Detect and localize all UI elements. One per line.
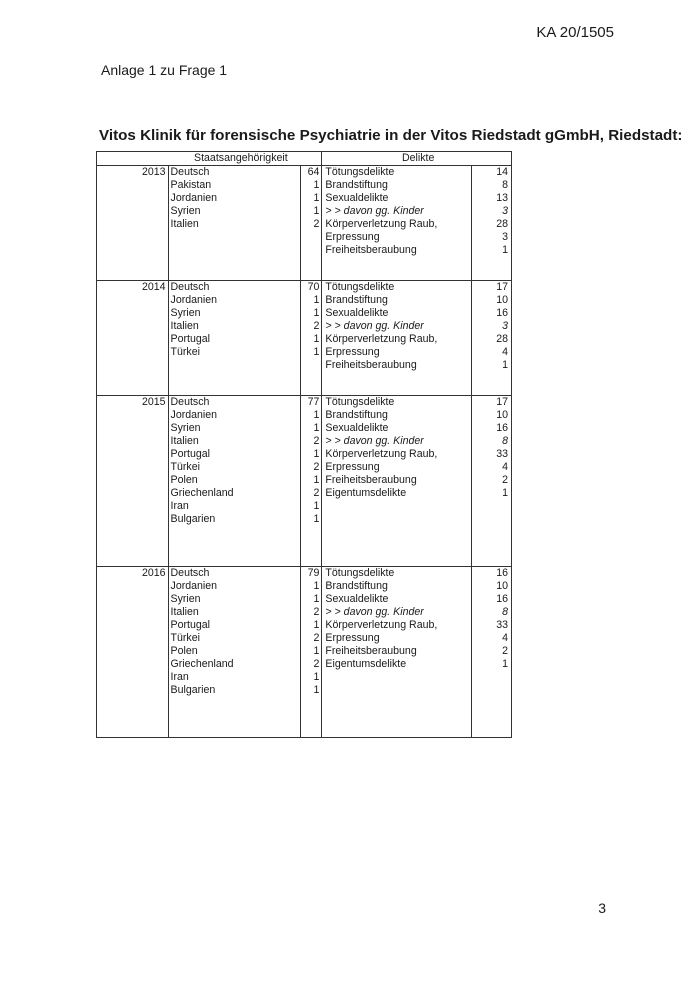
table-header-row bbox=[97, 152, 512, 166]
offense-count-list bbox=[471, 567, 511, 738]
offense-count: 16 bbox=[496, 593, 508, 605]
offense-name: Sexualdelikte bbox=[325, 422, 389, 434]
offense-count-list bbox=[471, 281, 511, 396]
nationality-name: Jordanien bbox=[170, 294, 218, 306]
offense-name: Körperverletzung Raub, bbox=[325, 333, 438, 345]
offense-name: Tötungsdelikte bbox=[325, 166, 395, 178]
nationality-name: Portugal bbox=[170, 448, 210, 460]
nationality-count: 2 bbox=[313, 487, 320, 499]
nationality-list bbox=[168, 166, 301, 281]
nationality-name: Portugal bbox=[170, 619, 210, 631]
nationality-name: Deutsch bbox=[170, 396, 210, 408]
nationality-name: Italien bbox=[170, 320, 199, 332]
nationality-count: 1 bbox=[313, 422, 320, 434]
offense-name: Erpressung bbox=[325, 461, 380, 473]
nationality-count-list bbox=[301, 396, 322, 567]
offense-count: 8 bbox=[502, 435, 508, 447]
nationality-name: Türkei bbox=[170, 632, 200, 644]
offense-count: 1 bbox=[502, 487, 508, 499]
offense-list bbox=[322, 281, 471, 396]
nationality-name: Türkei bbox=[170, 461, 200, 473]
nationality-count: 1 bbox=[313, 346, 320, 358]
offense-count: 17 bbox=[496, 396, 508, 408]
offense-count-list bbox=[471, 166, 511, 281]
nationality-count: 1 bbox=[313, 179, 320, 191]
offense-name: > > davon gg. Kinder bbox=[325, 435, 424, 447]
nationality-count: 1 bbox=[313, 333, 320, 345]
offense-name: > > davon gg. Kinder bbox=[325, 606, 424, 618]
nationality-name: Deutsch bbox=[170, 567, 210, 579]
nationality-count-list bbox=[301, 166, 322, 281]
offense-name: Tötungsdelikte bbox=[325, 567, 395, 579]
offense-count: 16 bbox=[496, 307, 508, 319]
nationality-count: 1 bbox=[313, 671, 320, 683]
offense-count: 3 bbox=[502, 320, 508, 332]
nationality-count: 1 bbox=[313, 192, 320, 204]
nationality-count: 70 bbox=[307, 281, 320, 293]
nationality-name: Italien bbox=[170, 435, 199, 447]
offense-name: Sexualdelikte bbox=[325, 192, 389, 204]
offense-count-list bbox=[471, 396, 511, 567]
nationality-count: 1 bbox=[313, 448, 320, 460]
nationality-name: Pakistan bbox=[170, 179, 212, 191]
nationality-name: Italien bbox=[170, 218, 199, 230]
offense-count: 10 bbox=[496, 409, 508, 421]
nationality-count: 77 bbox=[307, 396, 320, 408]
offense-count: 4 bbox=[502, 632, 508, 644]
offense-count: 8 bbox=[502, 606, 508, 618]
table-row bbox=[97, 396, 512, 567]
offense-count: 1 bbox=[502, 658, 508, 670]
nationality-count: 1 bbox=[313, 294, 320, 306]
nationality-name: Syrien bbox=[170, 205, 201, 217]
nationality-name: Bulgarien bbox=[170, 513, 216, 525]
page-number: 3 bbox=[598, 900, 606, 916]
nationality-name: Polen bbox=[170, 645, 198, 657]
nationality-count: 2 bbox=[313, 320, 320, 332]
nationality-name: Iran bbox=[170, 500, 189, 512]
nationality-count: 1 bbox=[313, 500, 320, 512]
year-cell: 2016 bbox=[97, 567, 169, 738]
nationality-count: 1 bbox=[313, 619, 320, 631]
offense-name: Brandstiftung bbox=[325, 179, 388, 191]
offense-name: Körperverletzung Raub, bbox=[325, 619, 438, 631]
nationality-name: Bulgarien bbox=[170, 684, 216, 696]
offense-name: Brandstiftung bbox=[325, 294, 388, 306]
nationality-list bbox=[168, 281, 301, 396]
attachment-label: Anlage 1 zu Frage 1 bbox=[101, 62, 228, 78]
nationality-name: Italien bbox=[170, 606, 199, 618]
offense-count: 4 bbox=[502, 461, 508, 473]
offense-name: > > davon gg. Kinder bbox=[325, 205, 424, 217]
header-nationality: Staatsangehörigkeit bbox=[168, 152, 322, 166]
offense-name: Tötungsdelikte bbox=[325, 281, 395, 293]
table-row bbox=[97, 281, 512, 396]
offense-list bbox=[322, 567, 471, 738]
offense-name: Brandstiftung bbox=[325, 409, 388, 421]
offense-name: Erpressung bbox=[325, 632, 380, 644]
nationality-list bbox=[168, 396, 301, 567]
nationality-name: Deutsch bbox=[170, 281, 210, 293]
offense-name: Freiheitsberaubung bbox=[325, 474, 417, 486]
offense-list bbox=[322, 166, 471, 281]
nationality-count-list bbox=[301, 567, 322, 738]
nationality-count: 1 bbox=[313, 645, 320, 657]
header-offenses: Delikte bbox=[322, 152, 512, 166]
year-cell: 2013 bbox=[97, 166, 169, 281]
nationality-name: Syrien bbox=[170, 422, 201, 434]
offense-count: 10 bbox=[496, 580, 508, 592]
nationality-count: 2 bbox=[313, 606, 320, 618]
nationality-count: 1 bbox=[313, 684, 320, 696]
nationality-list bbox=[168, 567, 301, 738]
offense-name: Erpressung bbox=[325, 346, 380, 358]
document-reference: KA 20/1505 bbox=[536, 24, 614, 41]
table-row bbox=[97, 166, 512, 281]
offense-name: Eigentumsdelikte bbox=[325, 658, 407, 670]
nationality-count-list bbox=[301, 281, 322, 396]
offense-count: 1 bbox=[502, 244, 508, 256]
nationality-count: 1 bbox=[313, 307, 320, 319]
offense-name: Freiheitsberaubung bbox=[325, 244, 417, 256]
nationality-count: 2 bbox=[313, 658, 320, 670]
nationality-count: 79 bbox=[307, 567, 320, 579]
offense-name: Freiheitsberaubung bbox=[325, 645, 417, 657]
offense-count: 8 bbox=[502, 179, 508, 191]
offense-name: Brandstiftung bbox=[325, 580, 388, 592]
year-cell: 2014 bbox=[97, 281, 169, 396]
offense-count: 10 bbox=[496, 294, 508, 306]
offense-count: 16 bbox=[496, 567, 508, 579]
offense-count: 2 bbox=[502, 474, 508, 486]
offense-name: Sexualdelikte bbox=[325, 307, 389, 319]
offense-count: 2 bbox=[502, 645, 508, 657]
offense-count: 16 bbox=[496, 422, 508, 434]
nationality-name: Jordanien bbox=[170, 192, 218, 204]
header-year-cell bbox=[97, 152, 169, 166]
offense-count: 28 bbox=[496, 333, 508, 345]
offense-name: Eigentumsdelikte bbox=[325, 487, 407, 499]
nationality-name: Deutsch bbox=[170, 166, 210, 178]
offense-name: Körperverletzung Raub, bbox=[325, 448, 438, 460]
nationality-name: Türkei bbox=[170, 346, 200, 358]
nationality-name: Portugal bbox=[170, 333, 210, 345]
nationality-name: Iran bbox=[170, 671, 189, 683]
offense-count: 3 bbox=[502, 205, 508, 217]
nationality-name: Jordanien bbox=[170, 580, 218, 592]
nationality-name: Syrien bbox=[170, 307, 201, 319]
offense-count: 33 bbox=[496, 448, 508, 460]
offense-name: Erpressung bbox=[325, 231, 380, 243]
offense-count: 14 bbox=[496, 166, 508, 178]
nationality-name: Polen bbox=[170, 474, 198, 486]
nationality-name: Griechenland bbox=[170, 487, 234, 499]
nationality-count: 1 bbox=[313, 409, 320, 421]
nationality-count: 2 bbox=[313, 461, 320, 473]
nationality-name: Jordanien bbox=[170, 409, 218, 421]
year-cell: 2015 bbox=[97, 396, 169, 567]
offense-count: 17 bbox=[496, 281, 508, 293]
offense-count: 3 bbox=[502, 231, 508, 243]
nationality-name: Griechenland bbox=[170, 658, 234, 670]
offense-count: 33 bbox=[496, 619, 508, 631]
offense-count: 4 bbox=[502, 346, 508, 358]
offense-list bbox=[322, 396, 471, 567]
offense-name: Tötungsdelikte bbox=[325, 396, 395, 408]
page-title: Vitos Klinik für forensische Psychiatrie in der Vitos Riedstadt gGmbH, Riedstadt: bbox=[99, 127, 683, 144]
nationality-count: 64 bbox=[307, 166, 320, 178]
statistics-table bbox=[96, 151, 512, 738]
nationality-name: Syrien bbox=[170, 593, 201, 605]
nationality-count: 1 bbox=[313, 593, 320, 605]
table-body bbox=[97, 166, 512, 738]
offense-name: Freiheitsberaubung bbox=[325, 359, 417, 371]
nationality-count: 1 bbox=[313, 474, 320, 486]
offense-name: > > davon gg. Kinder bbox=[325, 320, 424, 332]
offense-count: 13 bbox=[496, 192, 508, 204]
nationality-count: 2 bbox=[313, 218, 320, 230]
offense-count: 28 bbox=[496, 218, 508, 230]
nationality-count: 1 bbox=[313, 205, 320, 217]
nationality-count: 1 bbox=[313, 580, 320, 592]
table-row bbox=[97, 567, 512, 738]
offense-name: Körperverletzung Raub, bbox=[325, 218, 438, 230]
offense-count: 1 bbox=[502, 359, 508, 371]
nationality-count: 1 bbox=[313, 513, 320, 525]
nationality-count: 2 bbox=[313, 632, 320, 644]
nationality-count: 2 bbox=[313, 435, 320, 447]
offense-name: Sexualdelikte bbox=[325, 593, 389, 605]
